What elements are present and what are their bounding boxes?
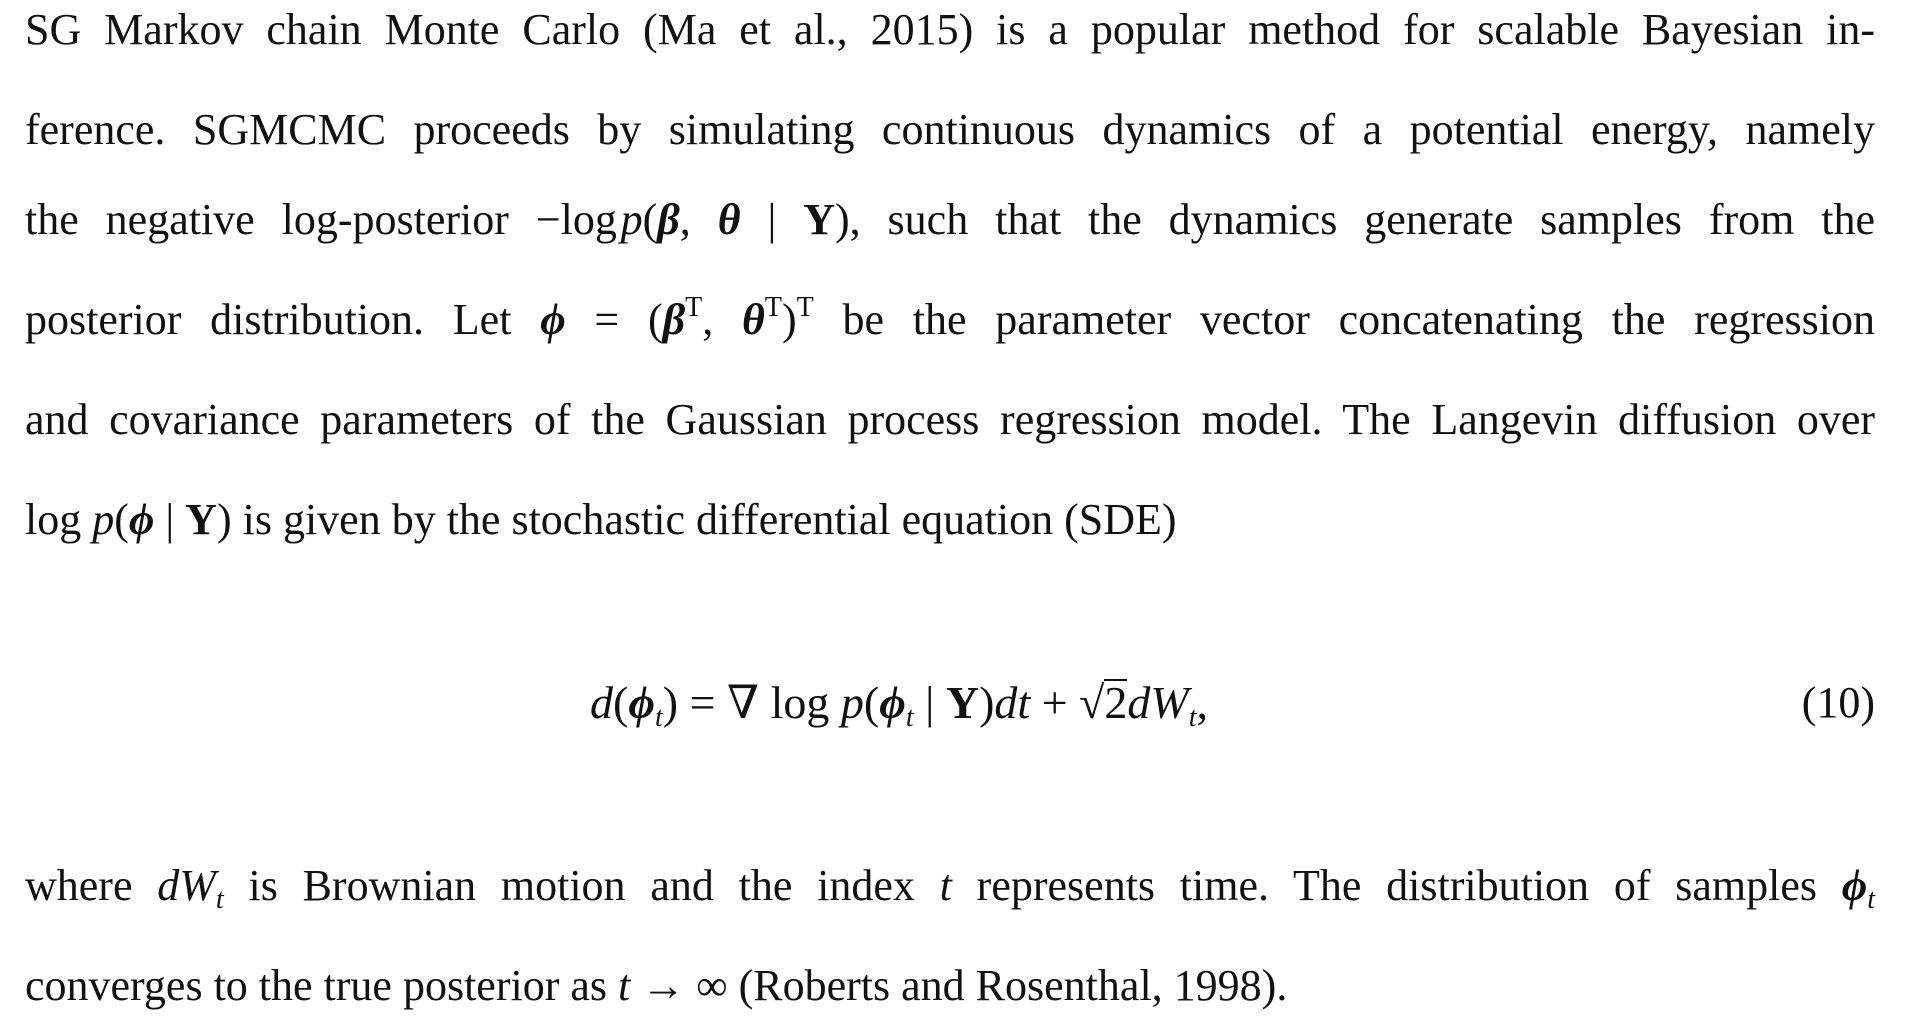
math-log: log [25, 495, 82, 544]
math-d: d [590, 677, 613, 728]
math-bar: | [913, 677, 946, 728]
text-run: posterior distribution. Let [25, 295, 541, 344]
text-line-1 [25, 4, 1875, 56]
math-t: t [939, 861, 952, 910]
math-paren: ( [613, 677, 629, 728]
text-run: and covariance parameters of the Gaussian process regression model. The Langevin diffusion over [25, 395, 1875, 444]
math-comma: , [702, 295, 743, 344]
math-comma: , [679, 195, 718, 244]
text-line-8 [25, 960, 1875, 1012]
math-subscript: t [1188, 702, 1197, 733]
math-comma: , [1196, 677, 1209, 728]
math-transpose: T [685, 292, 703, 323]
text-run: where [25, 861, 158, 910]
math-log: log [560, 195, 617, 244]
text-run: SG Markov chain Monte Carlo (Ma et al., 2015) is a popular method for scalable Bayesian in- [25, 5, 1875, 54]
math-phi: ϕ [879, 677, 906, 728]
math-theta: θ [742, 295, 765, 344]
math-t: t [618, 961, 631, 1010]
math-transpose: T [796, 292, 814, 323]
math-subscript: t [905, 702, 914, 733]
text-line-2 [25, 104, 1875, 156]
math-phi: ϕ [1841, 861, 1868, 910]
math-subscript: t [1867, 884, 1876, 915]
equation-number: (10) [1801, 678, 1875, 727]
math-phi: ϕ [628, 677, 655, 728]
math-p: p [81, 495, 115, 544]
math-Y: Y [945, 677, 980, 728]
text-run: is Brownian motion and the index [223, 861, 940, 910]
text-line-3 [25, 194, 1875, 246]
math-transpose: T [764, 292, 782, 323]
math-paren: ( [114, 495, 129, 544]
math-Y: Y [185, 495, 217, 544]
text-line-4 [25, 294, 1875, 346]
text-run: ), such that the dynamics generate samples from the [834, 195, 1876, 244]
math-Y: Y [803, 195, 835, 244]
text-run: represents time. The distribution of samples [951, 861, 1842, 910]
math-dW: dW [1127, 677, 1189, 728]
math-plus-sqrt: + √ [1030, 677, 1105, 728]
math-paren: ( [863, 677, 880, 728]
math-beta: β [662, 295, 686, 344]
math-sqrt-arg: 2 [1104, 677, 1128, 728]
text-run: (Roberts and Rosenthal, 1998). [738, 961, 1288, 1010]
math-paren: ) [781, 295, 797, 344]
text-line-5 [25, 394, 1875, 446]
text-run: be the parameter vector concatenating the regression [813, 295, 1875, 344]
text-run: ) is given by the stochastic differential equation (SDE) [216, 495, 1177, 544]
math-subscript: t [215, 884, 224, 915]
math-phi: ϕ [540, 295, 566, 344]
math-minus: − [535, 195, 561, 244]
math-beta: β [657, 195, 680, 244]
text-run: ference. SGMCMC proceeds by simulating continuous dynamics of a potential energy, namely [25, 105, 1875, 154]
math-log: log [770, 677, 830, 728]
math-equals: = ( [565, 295, 663, 344]
text-line-7 [25, 860, 1876, 915]
math-dW: dW [157, 861, 216, 910]
math-p: p [620, 195, 643, 244]
display-equation [590, 675, 1208, 731]
math-bar: | [740, 195, 804, 244]
math-dt: dt [994, 677, 1031, 728]
math-p: p [829, 677, 864, 728]
text-run: the negative log-posterior [25, 195, 536, 244]
math-bar: | [154, 495, 186, 544]
math-equals-grad: ) = ∇ [662, 677, 771, 728]
math-arrow-infinity: → ∞ [630, 961, 739, 1010]
text-line-6 [25, 494, 1875, 546]
math-subscript: t [654, 702, 663, 733]
math-theta: θ [717, 195, 741, 244]
math-phi: ϕ [128, 495, 155, 544]
math-paren: ( [642, 195, 658, 244]
text-run: converges to the true posterior as [25, 961, 619, 1010]
math-paren: ) [979, 677, 995, 728]
